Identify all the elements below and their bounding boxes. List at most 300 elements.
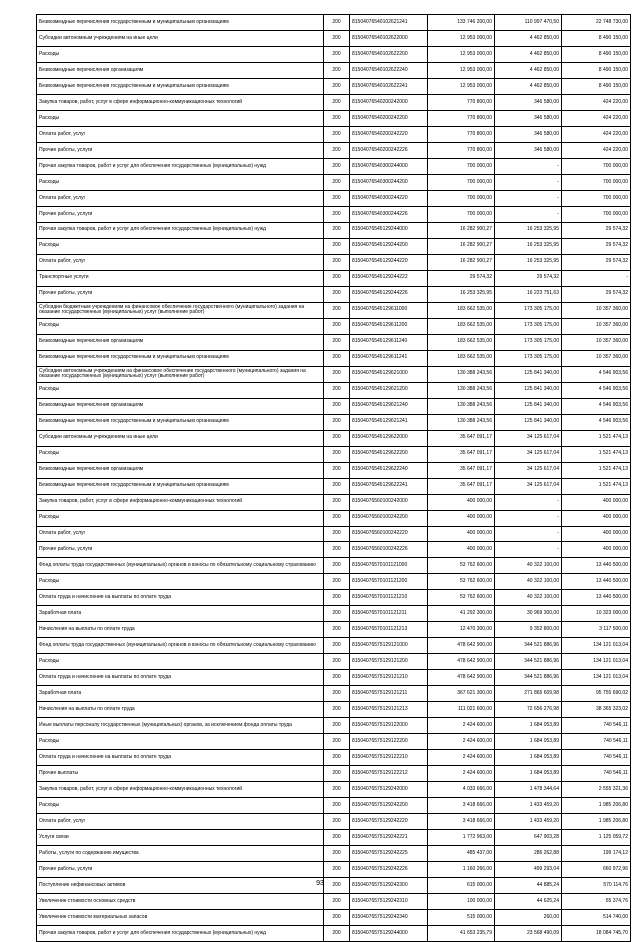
table-row <box>37 270 631 286</box>
approved-amount-cell: 3 418 666,00 <box>428 814 495 830</box>
executed-amount-cell: 125 841 340,00 <box>495 398 562 414</box>
table-row <box>37 62 631 78</box>
budget-class-code-cell: 81504076545129622240 <box>350 462 428 478</box>
line-code-cell: 200 <box>324 702 350 718</box>
unexecuted-amount-cell: 95 755 690,02 <box>562 686 631 702</box>
unexecuted-amount-cell: 38 365 323,02 <box>562 702 631 718</box>
unexecuted-amount-cell: 13 440 500,00 <box>562 590 631 606</box>
budget-class-code-cell: 81504076570101121210 <box>350 590 428 606</box>
approved-amount-cell: 770 800,00 <box>428 94 495 110</box>
expense-name-cell: Фонд оплаты труда государственных (муниципальных) органов и взносы по обязательному социальному страхованию <box>37 638 324 654</box>
line-code-cell: 200 <box>324 622 350 638</box>
executed-amount-cell: - <box>495 206 562 222</box>
expense-name-cell: Оплата работ, услуг <box>37 254 324 270</box>
approved-amount-cell: 3 418 666,00 <box>428 798 495 814</box>
table-row <box>37 702 631 718</box>
table-row <box>37 302 631 318</box>
unexecuted-amount-cell: 1 985 206,80 <box>562 798 631 814</box>
table-row <box>37 222 631 238</box>
table-row <box>37 414 631 430</box>
executed-amount-cell: 44 885,24 <box>495 878 562 894</box>
line-code-cell: 200 <box>324 478 350 494</box>
budget-class-code-cell: 81504076575129242225 <box>350 846 428 862</box>
unexecuted-amount-cell: 8 490 150,00 <box>562 46 631 62</box>
unexecuted-amount-cell: 1 521 474,13 <box>562 446 631 462</box>
budget-class-code-cell: 81504076575129122212 <box>350 766 428 782</box>
line-code-cell: 200 <box>324 430 350 446</box>
line-code-cell: 200 <box>324 270 350 286</box>
table-row <box>37 30 631 46</box>
approved-amount-cell: 770 800,00 <box>428 110 495 126</box>
table-row <box>37 254 631 270</box>
approved-amount-cell: 130 388 243,56 <box>428 382 495 398</box>
budget-class-code-cell: 81504076545129621200 <box>350 382 428 398</box>
line-code-cell: 200 <box>324 798 350 814</box>
line-code-cell: 200 <box>324 46 350 62</box>
line-code-cell: 200 <box>324 686 350 702</box>
expense-name-cell: Увеличение стоимости основных средств <box>37 894 324 910</box>
table-row <box>37 142 631 158</box>
table-row <box>37 238 631 254</box>
budget-class-code-cell: 81504076540300244226 <box>350 206 428 222</box>
executed-amount-cell: 346 580,00 <box>495 94 562 110</box>
executed-amount-cell: 1 433 459,20 <box>495 798 562 814</box>
budget-class-code-cell: 81504076540102622241 <box>350 78 428 94</box>
executed-amount-cell: - <box>495 174 562 190</box>
approved-amount-cell: 130 388 243,56 <box>428 366 495 382</box>
executed-amount-cell: 40 322 100,00 <box>495 574 562 590</box>
expense-name-cell: Прочая закупка товаров, работ и услуг для обеспечения государственных (муниципальных) нужд <box>37 222 324 238</box>
unexecuted-amount-cell: 740 546,11 <box>562 734 631 750</box>
unexecuted-amount-cell: 4 546 903,56 <box>562 366 631 382</box>
approved-amount-cell: 478 642 900,00 <box>428 670 495 686</box>
budget-class-code-cell: 81504076575129242310 <box>350 894 428 910</box>
approved-amount-cell: 2 424 600,00 <box>428 734 495 750</box>
line-code-cell: 200 <box>324 830 350 846</box>
approved-amount-cell: 12 470 300,00 <box>428 622 495 638</box>
expense-name-cell: Оплата работ, услуг <box>37 126 324 142</box>
line-code-cell: 200 <box>324 334 350 350</box>
executed-amount-cell: 72 656 276,98 <box>495 702 562 718</box>
executed-amount-cell: 40 322 100,00 <box>495 558 562 574</box>
table-row <box>37 126 631 142</box>
expense-name-cell: Прочая закупка товаров, работ и услуг для обеспечения государственных (муниципальных) нужд <box>37 926 324 942</box>
table-row <box>37 446 631 462</box>
line-code-cell: 200 <box>324 638 350 654</box>
unexecuted-amount-cell: 10 357 360,00 <box>562 318 631 334</box>
approved-amount-cell: 53 762 600,00 <box>428 574 495 590</box>
line-code-cell: 200 <box>324 174 350 190</box>
budget-class-code-cell: 81504076545129621241 <box>350 414 428 430</box>
unexecuted-amount-cell: 134 121 013,04 <box>562 670 631 686</box>
line-code-cell: 200 <box>324 846 350 862</box>
executed-amount-cell: 1 433 459,20 <box>495 814 562 830</box>
budget-class-code-cell: 81504076575129242221 <box>350 830 428 846</box>
line-code-cell: 200 <box>324 94 350 110</box>
table-row <box>37 462 631 478</box>
table-row <box>37 574 631 590</box>
expense-name-cell: Расходы <box>37 574 324 590</box>
executed-amount-cell: 4 462 850,00 <box>495 78 562 94</box>
table-row <box>37 814 631 830</box>
budget-class-code-cell: 81504076560100242226 <box>350 542 428 558</box>
executed-amount-cell: 34 125 617,04 <box>495 430 562 446</box>
line-code-cell: 200 <box>324 718 350 734</box>
unexecuted-amount-cell: 29 574,32 <box>562 238 631 254</box>
table-row <box>37 350 631 366</box>
budget-class-code-cell: 81504076575129121210 <box>350 670 428 686</box>
table-row <box>37 654 631 670</box>
budget-class-code-cell: 81504076540200242220 <box>350 126 428 142</box>
unexecuted-amount-cell: 660 972,96 <box>562 862 631 878</box>
executed-amount-cell: 44 625,24 <box>495 894 562 910</box>
unexecuted-amount-cell: 8 490 150,00 <box>562 78 631 94</box>
executed-amount-cell: 344 521 886,96 <box>495 654 562 670</box>
unexecuted-amount-cell: 13 440 500,00 <box>562 558 631 574</box>
executed-amount-cell: 346 580,00 <box>495 126 562 142</box>
line-code-cell: 200 <box>324 734 350 750</box>
unexecuted-amount-cell: 10 357 360,00 <box>562 350 631 366</box>
expense-name-cell: Безвозмездные перечисления государственным и муниципальным организациям <box>37 15 324 31</box>
budget-class-code-cell: 81504076540102622200 <box>350 46 428 62</box>
unexecuted-amount-cell: 1 521 474,13 <box>562 462 631 478</box>
approved-amount-cell: 12 953 000,00 <box>428 30 495 46</box>
unexecuted-amount-cell: 740 546,11 <box>562 766 631 782</box>
executed-amount-cell: 16 253 325,95 <box>495 238 562 254</box>
expense-name-cell: Прочие выплаты <box>37 766 324 782</box>
approved-amount-cell: 183 662 535,00 <box>428 318 495 334</box>
expense-name-cell: Субсидии автономным учреждениям на финансовое обеспечение государственного (муниципального) задания на оказание государственных (муниципальных) услуг (выполнение работ) <box>37 366 324 382</box>
budget-class-code-cell: 81504076545129611000 <box>350 302 428 318</box>
budget-execution-table <box>36 14 631 942</box>
table-row <box>37 862 631 878</box>
unexecuted-amount-cell: 199 174,12 <box>562 846 631 862</box>
executed-amount-cell: 344 521 886,96 <box>495 638 562 654</box>
expense-name-cell: Прочие работы, услуги <box>37 206 324 222</box>
executed-amount-cell: 1 684 053,89 <box>495 766 562 782</box>
table-row <box>37 622 631 638</box>
unexecuted-amount-cell: 55 374,76 <box>562 894 631 910</box>
expense-name-cell: Прочие работы, услуги <box>37 542 324 558</box>
expense-name-cell: Увеличение стоимости материальных запасов <box>37 910 324 926</box>
approved-amount-cell: 12 953 000,00 <box>428 62 495 78</box>
unexecuted-amount-cell: 4 546 903,56 <box>562 382 631 398</box>
executed-amount-cell: 286 262,88 <box>495 846 562 862</box>
approved-amount-cell: 35 647 091,17 <box>428 462 495 478</box>
unexecuted-amount-cell: 424 220,00 <box>562 126 631 142</box>
unexecuted-amount-cell: 22 748 730,00 <box>562 15 631 31</box>
line-code-cell: 200 <box>324 62 350 78</box>
expense-name-cell: Расходы <box>37 510 324 526</box>
table-row <box>37 894 631 910</box>
line-code-cell: 200 <box>324 670 350 686</box>
table-row <box>37 78 631 94</box>
approved-amount-cell: 400 000,00 <box>428 542 495 558</box>
budget-class-code-cell: 81504076545129621000 <box>350 366 428 382</box>
table-row <box>37 558 631 574</box>
table-row <box>37 670 631 686</box>
unexecuted-amount-cell: 18 084 745,70 <box>562 926 631 942</box>
table-row <box>37 318 631 334</box>
line-code-cell: 200 <box>324 590 350 606</box>
executed-amount-cell: 271 865 609,98 <box>495 686 562 702</box>
unexecuted-amount-cell: 1 125 059,72 <box>562 830 631 846</box>
table-row <box>37 158 631 174</box>
executed-amount-cell: 647 903,28 <box>495 830 562 846</box>
unexecuted-amount-cell: 400 000,00 <box>562 542 631 558</box>
executed-amount-cell: 23 568 490,09 <box>495 926 562 942</box>
line-code-cell: 200 <box>324 894 350 910</box>
approved-amount-cell: 700 000,00 <box>428 206 495 222</box>
approved-amount-cell: 53 762 600,00 <box>428 558 495 574</box>
unexecuted-amount-cell: 10 323 000,00 <box>562 606 631 622</box>
approved-amount-cell: 2 424 600,00 <box>428 718 495 734</box>
budget-class-code-cell: 81504076545129622000 <box>350 430 428 446</box>
budget-class-code-cell: 81504076540102622000 <box>350 30 428 46</box>
approved-amount-cell: 367 621 300,00 <box>428 686 495 702</box>
unexecuted-amount-cell: 10 357 360,00 <box>562 302 631 318</box>
unexecuted-amount-cell: 134 121 013,04 <box>562 654 631 670</box>
budget-class-code-cell: 81504076570101121000 <box>350 558 428 574</box>
line-code-cell: 200 <box>324 206 350 222</box>
line-code-cell: 200 <box>324 750 350 766</box>
line-code-cell: 200 <box>324 398 350 414</box>
table-row <box>37 798 631 814</box>
line-code-cell: 200 <box>324 654 350 670</box>
unexecuted-amount-cell: 514 740,00 <box>562 910 631 926</box>
expense-name-cell: Расходы <box>37 318 324 334</box>
unexecuted-amount-cell: 700 000,00 <box>562 190 631 206</box>
expense-name-cell: Оплата труда и начисления на выплаты по оплате труда <box>37 590 324 606</box>
approved-amount-cell: 53 762 600,00 <box>428 590 495 606</box>
table-body <box>37 15 631 942</box>
expense-name-cell: Прочие работы, услуги <box>37 142 324 158</box>
expense-name-cell: Безвозмездные перечисления государственным и муниципальным организациям <box>37 78 324 94</box>
approved-amount-cell: 12 953 000,00 <box>428 46 495 62</box>
table-row <box>37 110 631 126</box>
expense-name-cell: Расходы <box>37 46 324 62</box>
executed-amount-cell: 40 322 100,00 <box>495 590 562 606</box>
budget-class-code-cell: 81504076575129122200 <box>350 734 428 750</box>
budget-class-code-cell: 81504076545129611240 <box>350 334 428 350</box>
executed-amount-cell: 4 462 850,00 <box>495 62 562 78</box>
line-code-cell: 200 <box>324 814 350 830</box>
line-code-cell: 200 <box>324 190 350 206</box>
expense-name-cell: Оплата труда и начисления на выплаты по оплате труда <box>37 750 324 766</box>
approved-amount-cell: 400 000,00 <box>428 526 495 542</box>
line-code-cell: 200 <box>324 254 350 270</box>
expense-name-cell: Поступление нефинансовых активов <box>37 878 324 894</box>
table-row <box>37 206 631 222</box>
executed-amount-cell: 125 841 340,00 <box>495 414 562 430</box>
unexecuted-amount-cell: 700 000,00 <box>562 158 631 174</box>
unexecuted-amount-cell: 134 121 013,04 <box>562 638 631 654</box>
unexecuted-amount-cell: 29 574,32 <box>562 222 631 238</box>
budget-class-code-cell: 81504076570101121213 <box>350 622 428 638</box>
line-code-cell: 200 <box>324 15 350 31</box>
table-row <box>37 734 631 750</box>
line-code-cell: 200 <box>324 302 350 318</box>
budget-class-code-cell: 81504076545129611241 <box>350 350 428 366</box>
expense-name-cell: Прочие работы, услуги <box>37 862 324 878</box>
expense-name-cell: Расходы <box>37 110 324 126</box>
unexecuted-amount-cell: - <box>562 270 631 286</box>
line-code-cell: 200 <box>324 286 350 302</box>
approved-amount-cell: 183 662 535,00 <box>428 302 495 318</box>
budget-class-code-cell: 81504076545129621240 <box>350 398 428 414</box>
executed-amount-cell: 346 580,00 <box>495 110 562 126</box>
budget-class-code-cell: 81504076575129122000 <box>350 718 428 734</box>
table-row <box>37 542 631 558</box>
approved-amount-cell: 16 282 900,27 <box>428 254 495 270</box>
approved-amount-cell: 4 033 666,00 <box>428 782 495 798</box>
unexecuted-amount-cell: 4 546 903,56 <box>562 414 631 430</box>
executed-amount-cell: 34 125 617,04 <box>495 446 562 462</box>
approved-amount-cell: 41 653 235,79 <box>428 926 495 942</box>
budget-class-code-cell: 81504076560100242000 <box>350 494 428 510</box>
expense-name-cell: Транспортные услуги <box>37 270 324 286</box>
approved-amount-cell: 770 800,00 <box>428 126 495 142</box>
budget-class-code-cell: 81504076545129244226 <box>350 286 428 302</box>
table-row <box>37 526 631 542</box>
table-row <box>37 718 631 734</box>
line-code-cell: 200 <box>324 78 350 94</box>
line-code-cell: 200 <box>324 110 350 126</box>
line-code-cell: 200 <box>324 510 350 526</box>
executed-amount-cell: 16 253 325,95 <box>495 254 562 270</box>
executed-amount-cell: 1 684 053,89 <box>495 750 562 766</box>
approved-amount-cell: 183 662 535,00 <box>428 334 495 350</box>
table-row <box>37 430 631 446</box>
line-code-cell: 200 <box>324 878 350 894</box>
unexecuted-amount-cell: 424 220,00 <box>562 94 631 110</box>
budget-class-code-cell: 81504076575129242000 <box>350 782 428 798</box>
line-code-cell: 200 <box>324 446 350 462</box>
budget-class-code-cell: 81504076540300244200 <box>350 174 428 190</box>
executed-amount-cell: - <box>495 494 562 510</box>
executed-amount-cell: 34 125 617,04 <box>495 462 562 478</box>
table-row <box>37 926 631 942</box>
unexecuted-amount-cell: 10 357 360,00 <box>562 334 631 350</box>
executed-amount-cell: - <box>495 526 562 542</box>
executed-amount-cell: 16 223 751,63 <box>495 286 562 302</box>
line-code-cell: 200 <box>324 494 350 510</box>
table-row <box>37 334 631 350</box>
unexecuted-amount-cell: 1 521 474,13 <box>562 430 631 446</box>
executed-amount-cell: - <box>495 510 562 526</box>
expense-name-cell: Закупка товаров, работ, услуг в сфере информационно-коммуникационных технологий <box>37 94 324 110</box>
expense-name-cell: Расходы <box>37 654 324 670</box>
expense-name-cell: Иные выплаты персоналу государственных (муниципальных) органов, за исключением фонда оплаты труда <box>37 718 324 734</box>
executed-amount-cell: 499 293,04 <box>495 862 562 878</box>
approved-amount-cell: 770 800,00 <box>428 142 495 158</box>
executed-amount-cell: 344 521 886,96 <box>495 670 562 686</box>
executed-amount-cell: 16 253 325,95 <box>495 222 562 238</box>
executed-amount-cell: 1 684 053,89 <box>495 718 562 734</box>
approved-amount-cell: 515 000,00 <box>428 910 495 926</box>
approved-amount-cell: 700 000,00 <box>428 158 495 174</box>
expense-name-cell: Начисления на выплаты по оплате труда <box>37 702 324 718</box>
table-row <box>37 366 631 382</box>
table-row <box>37 638 631 654</box>
line-code-cell: 200 <box>324 30 350 46</box>
unexecuted-amount-cell: 700 000,00 <box>562 206 631 222</box>
budget-class-code-cell: 81504076575129121211 <box>350 686 428 702</box>
budget-class-code-cell: 81504076575129242340 <box>350 910 428 926</box>
table-row <box>37 494 631 510</box>
executed-amount-cell: 4 462 850,00 <box>495 30 562 46</box>
expense-name-cell: Расходы <box>37 734 324 750</box>
line-code-cell: 200 <box>324 526 350 542</box>
unexecuted-amount-cell: 400 000,00 <box>562 494 631 510</box>
unexecuted-amount-cell: 4 546 903,56 <box>562 398 631 414</box>
expense-name-cell: Безвозмездные перечисления государственным и муниципальным организациям <box>37 414 324 430</box>
budget-class-code-cell: 81504076545129244222 <box>350 270 428 286</box>
unexecuted-amount-cell: 400 000,00 <box>562 526 631 542</box>
approved-amount-cell: 35 647 091,17 <box>428 478 495 494</box>
table-row <box>37 606 631 622</box>
expense-name-cell: Субсидии автономным учреждениям на иные цели <box>37 430 324 446</box>
expense-name-cell: Закупка товаров, работ, услуг в сфере информационно-коммуникационных технологий <box>37 494 324 510</box>
unexecuted-amount-cell: 740 546,11 <box>562 718 631 734</box>
approved-amount-cell: 400 000,00 <box>428 494 495 510</box>
unexecuted-amount-cell: 29 574,32 <box>562 254 631 270</box>
executed-amount-cell: 260,00 <box>495 910 562 926</box>
unexecuted-amount-cell: 1 521 474,13 <box>562 478 631 494</box>
executed-amount-cell: - <box>495 158 562 174</box>
line-code-cell: 200 <box>324 574 350 590</box>
table-row <box>37 750 631 766</box>
table-row <box>37 478 631 494</box>
expense-name-cell: Безвозмездные перечисления организациям <box>37 334 324 350</box>
table-row <box>37 846 631 862</box>
approved-amount-cell: 1 772 963,00 <box>428 830 495 846</box>
budget-class-code-cell: 81504076540300244000 <box>350 158 428 174</box>
table-row <box>37 830 631 846</box>
budget-class-code-cell: 81504076540102621241 <box>350 15 428 31</box>
approved-amount-cell: 615 000,00 <box>428 878 495 894</box>
approved-amount-cell: 100 000,00 <box>428 894 495 910</box>
line-code-cell: 200 <box>324 766 350 782</box>
unexecuted-amount-cell: 570 114,76 <box>562 878 631 894</box>
budget-class-code-cell: 81504076575129242226 <box>350 862 428 878</box>
executed-amount-cell: 346 580,00 <box>495 142 562 158</box>
table-row <box>37 686 631 702</box>
table-row <box>37 910 631 926</box>
approved-amount-cell: 478 642 900,00 <box>428 638 495 654</box>
table-row <box>37 382 631 398</box>
expense-name-cell: Безвозмездные перечисления организациям <box>37 398 324 414</box>
expense-name-cell: Безвозмездные перечисления государственным и муниципальным организациям <box>37 350 324 366</box>
line-code-cell: 200 <box>324 782 350 798</box>
approved-amount-cell: 111 021 600,00 <box>428 702 495 718</box>
budget-class-code-cell: 81504076545129622200 <box>350 446 428 462</box>
line-code-cell: 200 <box>324 558 350 574</box>
budget-class-code-cell: 81504076575129242220 <box>350 814 428 830</box>
table-row <box>37 94 631 110</box>
unexecuted-amount-cell: 1 985 206,80 <box>562 814 631 830</box>
table-row <box>37 782 631 798</box>
budget-class-code-cell: 81504076540200242200 <box>350 110 428 126</box>
budget-class-code-cell: 81504076575129242300 <box>350 878 428 894</box>
table-row <box>37 46 631 62</box>
executed-amount-cell: 9 352 800,00 <box>495 622 562 638</box>
executed-amount-cell: 125 841 340,00 <box>495 366 562 382</box>
expense-name-cell: Субсидии автономным учреждениям на иные цели <box>37 30 324 46</box>
executed-amount-cell: - <box>495 542 562 558</box>
expense-name-cell: Субсидии бюджетным учреждениям на финансовое обеспечение государственного (муниципального) задания на оказание государственных (муниципальных) услуг (выполнение работ) <box>37 302 324 318</box>
table-row <box>37 590 631 606</box>
